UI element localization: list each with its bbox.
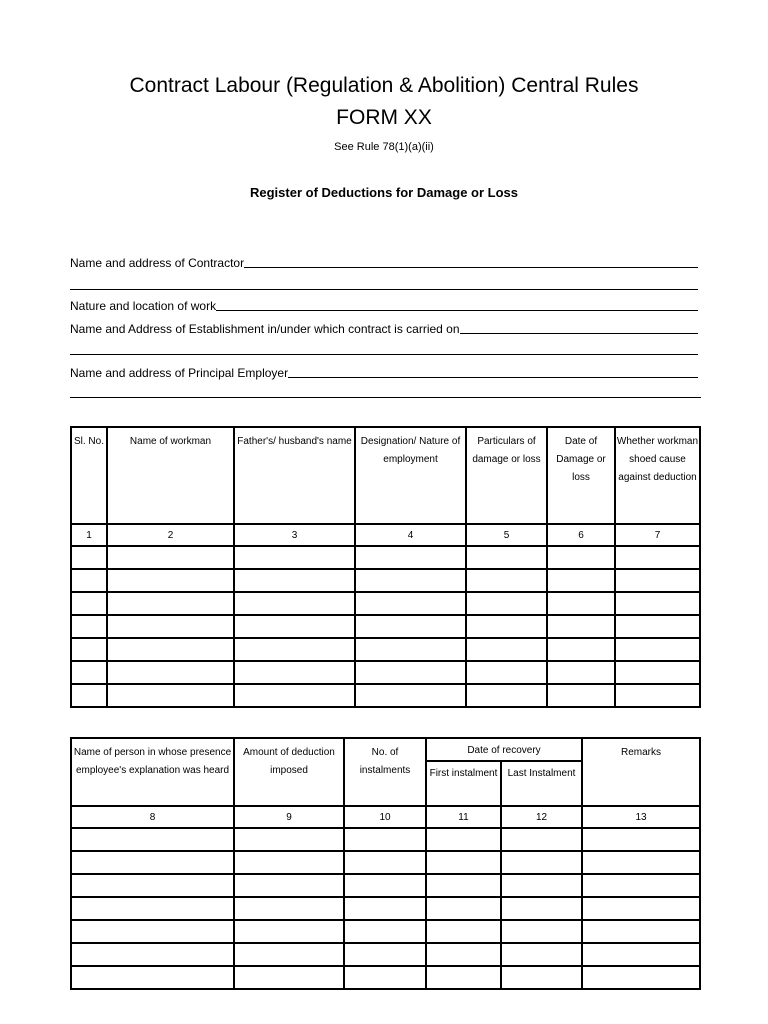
work-label: Nature and location of work (70, 299, 217, 313)
table2-entry-cell[interactable] (344, 828, 426, 851)
table2-entry-cell[interactable] (426, 920, 501, 943)
table2-entry-rows (71, 828, 700, 989)
table2-entry-cell[interactable] (582, 966, 700, 989)
register-subtitle: Register of Deductions for Damage or Loss (250, 185, 518, 200)
col-number: 10 (344, 806, 426, 828)
table1-entry-cell[interactable] (107, 569, 234, 592)
contractor-line-2[interactable] (70, 289, 698, 290)
table2-entry-cell[interactable] (501, 897, 582, 920)
table1-entry-cell[interactable] (615, 684, 700, 707)
table1-entry-cell[interactable] (355, 615, 466, 638)
table1-entry-cell[interactable] (234, 569, 355, 592)
table1-entry-cell[interactable] (355, 661, 466, 684)
table2-entry-cell[interactable] (71, 920, 234, 943)
table2-entry-cell[interactable] (71, 943, 234, 966)
table1-entry-cell[interactable] (355, 684, 466, 707)
table1-entry-cell[interactable] (547, 615, 615, 638)
table1-entry-cell[interactable] (71, 546, 107, 569)
work-line[interactable] (216, 310, 698, 311)
table2-entry-cell[interactable] (71, 966, 234, 989)
table2-entry-cell[interactable] (344, 966, 426, 989)
table1-entry-row (71, 661, 700, 684)
table1-entry-cell[interactable] (71, 592, 107, 615)
table1-header-row (71, 427, 700, 524)
col-number: 3 (234, 524, 355, 546)
employer-label: Name and address of Principal Employer (70, 366, 289, 380)
table1-entry-cell[interactable] (71, 615, 107, 638)
col-number: 12 (501, 806, 582, 828)
table2-entry-row (71, 966, 700, 989)
col-header-person-present: Name of person in whose presence employee's explanation was heard (71, 738, 234, 806)
table1-entry-cell[interactable] (234, 638, 355, 661)
col-header-workman: Name of workman (107, 427, 234, 524)
table2-entry-row (71, 828, 700, 851)
table2-entry-cell[interactable] (501, 851, 582, 874)
table1-entry-cell[interactable] (547, 684, 615, 707)
table1-entry-cell[interactable] (615, 569, 700, 592)
table1-entry-cell[interactable] (107, 592, 234, 615)
table1-entry-row (71, 592, 700, 615)
table1-entry-cell[interactable] (466, 569, 547, 592)
table1-entry-cell[interactable] (615, 638, 700, 661)
table2-entry-cell[interactable] (501, 874, 582, 897)
form-number: FORM XX (336, 106, 432, 129)
table1-entry-cell[interactable] (466, 661, 547, 684)
col-number: 7 (615, 524, 700, 546)
table1-entry-cell[interactable] (107, 615, 234, 638)
table1-entry-cell[interactable] (234, 661, 355, 684)
table2-entry-row (71, 851, 700, 874)
table2-entry-cell[interactable] (234, 874, 344, 897)
table1-entry-rows (71, 546, 700, 707)
table2-entry-cell[interactable] (344, 851, 426, 874)
table2-entry-cell[interactable] (71, 828, 234, 851)
table1-entry-cell[interactable] (234, 546, 355, 569)
table1-entry-cell[interactable] (466, 592, 547, 615)
table2-entry-cell[interactable] (501, 920, 582, 943)
table2-entry-cell[interactable] (501, 828, 582, 851)
work-field[interactable] (70, 297, 698, 313)
table1-entry-cell[interactable] (355, 569, 466, 592)
deductions-table-2 (70, 737, 701, 990)
table1-entry-cell[interactable] (107, 638, 234, 661)
table1-entry-cell[interactable] (547, 592, 615, 615)
col-header-first-instalment: First instalment (426, 761, 501, 806)
table2-entry-cell[interactable] (71, 874, 234, 897)
employer-line[interactable] (288, 377, 698, 378)
contractor-field[interactable] (70, 254, 698, 270)
table1-entry-row (71, 615, 700, 638)
table2-entry-cell[interactable] (582, 897, 700, 920)
establishment-line-2[interactable] (70, 354, 698, 355)
table1-entry-cell[interactable] (466, 684, 547, 707)
table2-entry-cell[interactable] (582, 943, 700, 966)
table1-entry-row (71, 569, 700, 592)
table2-header-row (71, 738, 700, 761)
table2-entry-cell[interactable] (234, 966, 344, 989)
table1-entry-cell[interactable] (71, 684, 107, 707)
col-header-instalments: No. of instalments (344, 738, 426, 806)
col-number: 4 (355, 524, 466, 546)
table1-entry-cell[interactable] (466, 638, 547, 661)
col-number: 11 (426, 806, 501, 828)
table1-entry-row (71, 684, 700, 707)
table2-entry-cell[interactable] (426, 851, 501, 874)
table2-entry-cell[interactable] (426, 966, 501, 989)
table2-entry-cell[interactable] (501, 943, 582, 966)
table2-entry-cell[interactable] (582, 851, 700, 874)
table2-entry-cell[interactable] (426, 943, 501, 966)
col-header-sl-no: Sl. No. (71, 427, 107, 524)
table2-entry-cell[interactable] (344, 943, 426, 966)
table1-entry-cell[interactable] (234, 592, 355, 615)
table2-entry-cell[interactable] (582, 874, 700, 897)
table1-entry-cell[interactable] (71, 638, 107, 661)
table1-entry-cell[interactable] (615, 661, 700, 684)
col-number: 6 (547, 524, 615, 546)
table1-entry-cell[interactable] (547, 661, 615, 684)
table1-entry-row (71, 546, 700, 569)
table1-entry-cell[interactable] (234, 615, 355, 638)
table2-entry-cell[interactable] (234, 943, 344, 966)
table2-entry-cell[interactable] (582, 920, 700, 943)
col-header-remarks: Remarks (582, 738, 700, 806)
table1-entry-cell[interactable] (615, 546, 700, 569)
table2-entry-cell[interactable] (426, 828, 501, 851)
col-header-designation: Designation/ Nature of employment (355, 427, 466, 524)
table2-entry-cell[interactable] (501, 966, 582, 989)
col-header-date-recovery: Date of recovery (426, 738, 582, 761)
table2-entry-row (71, 920, 700, 943)
col-header-date-damage: Date of Damage or loss (547, 427, 615, 524)
table1-entry-cell[interactable] (615, 592, 700, 615)
table1-entry-cell[interactable] (234, 684, 355, 707)
col-header-last-instalment: Last Instalment (501, 761, 582, 806)
table1-entry-cell[interactable] (547, 546, 615, 569)
table2-entry-row (71, 943, 700, 966)
table2-entry-cell[interactable] (71, 897, 234, 920)
table1-entry-cell[interactable] (107, 546, 234, 569)
col-number: 9 (234, 806, 344, 828)
col-number: 1 (71, 524, 107, 546)
col-number: 2 (107, 524, 234, 546)
table1-entry-cell[interactable] (355, 546, 466, 569)
col-header-particulars: Particulars of damage or loss (466, 427, 547, 524)
table2-entry-row (71, 897, 700, 920)
col-header-cause: Whether workman shoed cause against deduction (615, 427, 700, 524)
establishment-label: Name and Address of Establishment in/under which contract is carried on (70, 322, 460, 336)
table2-entry-cell[interactable] (426, 897, 501, 920)
table2-entry-cell[interactable] (234, 851, 344, 874)
col-header-father-husband: Father's/ husband's name (234, 427, 355, 524)
employer-line-2[interactable] (70, 397, 701, 398)
table2-entry-cell[interactable] (234, 897, 344, 920)
table2-entry-cell[interactable] (344, 897, 426, 920)
table2-entry-cell[interactable] (344, 920, 426, 943)
table2-entry-cell[interactable] (234, 828, 344, 851)
table1-entry-cell[interactable] (107, 661, 234, 684)
col-number: 5 (466, 524, 547, 546)
table1-entry-cell[interactable] (71, 661, 107, 684)
col-header-amount: Amount of deduction imposed (234, 738, 344, 806)
table2-number-row (71, 806, 700, 828)
table2-entry-cell[interactable] (426, 874, 501, 897)
table1-entry-cell[interactable] (466, 615, 547, 638)
table1-entry-cell[interactable] (547, 569, 615, 592)
table1-entry-row (71, 638, 700, 661)
table1-entry-cell[interactable] (547, 638, 615, 661)
contractor-label: Name and address of Contractor (70, 256, 245, 270)
contractor-line[interactable] (244, 267, 698, 268)
table2-entry-cell[interactable] (344, 874, 426, 897)
employer-field[interactable] (70, 364, 698, 380)
table1-number-row (71, 524, 700, 546)
table1-entry-cell[interactable] (71, 569, 107, 592)
table2-entry-row (71, 874, 700, 897)
deductions-table-1 (70, 426, 701, 708)
col-number: 8 (71, 806, 234, 828)
table1-entry-cell[interactable] (355, 592, 466, 615)
rule-reference: See Rule 78(1)(a)(ii) (334, 141, 434, 153)
table1-entry-cell[interactable] (355, 638, 466, 661)
table1-entry-cell[interactable] (615, 615, 700, 638)
form-title: Contract Labour (Regulation & Abolition) Central Rules (129, 74, 639, 97)
establishment-line[interactable] (460, 333, 698, 334)
table1-entry-cell[interactable] (466, 546, 547, 569)
establishment-field[interactable] (70, 320, 698, 336)
table1-entry-cell[interactable] (107, 684, 234, 707)
col-number: 13 (582, 806, 700, 828)
table2-entry-cell[interactable] (71, 851, 234, 874)
table2-entry-cell[interactable] (582, 828, 700, 851)
table2-entry-cell[interactable] (234, 920, 344, 943)
